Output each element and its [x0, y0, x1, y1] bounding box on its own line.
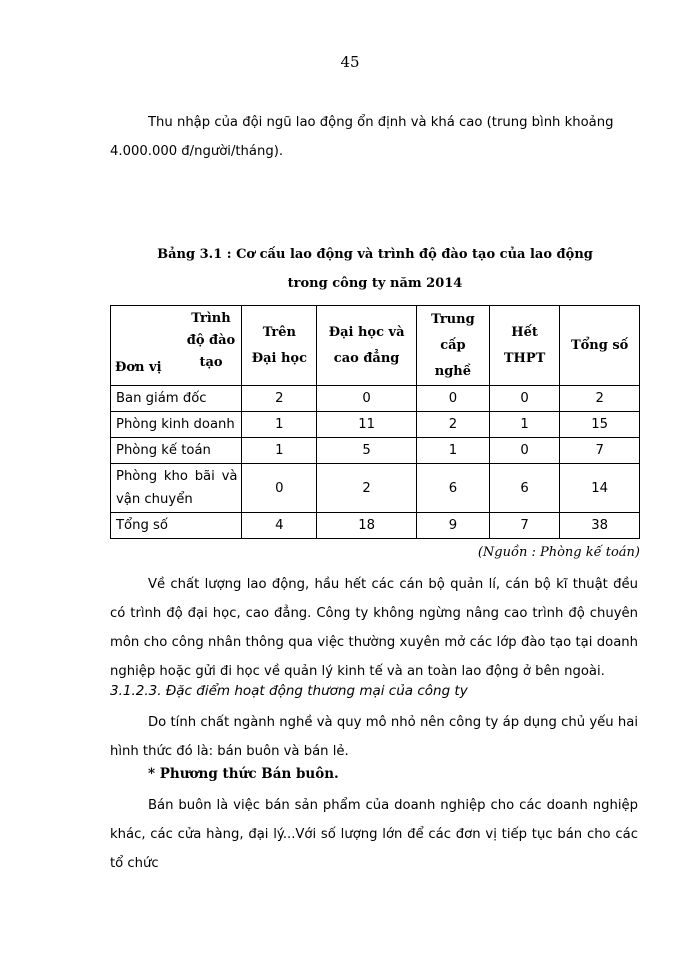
table-cell: 2 [317, 464, 417, 513]
table-cell: 0 [317, 386, 417, 412]
table-cell: 0 [489, 438, 559, 464]
table-cell: 38 [560, 513, 640, 539]
table-source-note: (Nguồn : Phòng kế toán) [477, 545, 640, 560]
table-cell: 7 [560, 438, 640, 464]
wholesale-subheading: * Phương thức Bán buôn. [148, 766, 339, 782]
page-number: 45 [340, 53, 360, 71]
table-cell: 0 [489, 386, 559, 412]
table-cell: 11 [317, 412, 417, 438]
table-cell: 4 [242, 513, 317, 539]
table-cell: 9 [416, 513, 489, 539]
table-cell: 0 [242, 464, 317, 513]
labor-structure-table [110, 305, 640, 539]
table-cell: 0 [416, 386, 489, 412]
row-unit: Phòng kế toán [111, 438, 242, 464]
table-cell: 1 [242, 412, 317, 438]
section-paragraph: Do tính chất ngành nghề và quy mô nhỏ nên công ty áp dụng chủ yếu hai hình thức đó là: bán buôn và bán lẻ. [110, 715, 638, 759]
table-cell: 2 [416, 412, 489, 438]
table-row [111, 386, 640, 412]
corner-header-top: Trình độ đào tạo [186, 311, 236, 370]
table-total-row [111, 513, 640, 539]
table-cell: 18 [317, 513, 417, 539]
intro-line-1: Thu nhập của đội ngũ lao động ổn định và khá cao (trung bình khoảng [148, 115, 614, 130]
table-cell: 1 [416, 438, 489, 464]
table-cell: 1 [242, 438, 317, 464]
quality-paragraph: Về chất lượng lao động, hầu hết các cán bộ quản lí, cán bộ kĩ thuật đều có trình độ đại học, cao đẳng. Công ty không ngừng nâng cao trình độ chuyên môn cho công nhân thông qua việc thường xuyên mở các lớp đào tạo tại doanh nghiệp hoặc gửi đi học về quản lý kinh tế và an toàn lao động ở bên ngoài. [110, 577, 638, 679]
table-cell: 7 [489, 513, 559, 539]
column-header: Hết THPT [489, 306, 559, 386]
column-header: Trên Đại học [242, 306, 317, 386]
table-cell: 2 [242, 386, 317, 412]
table-row [111, 412, 640, 438]
corner-header-cell [111, 306, 242, 386]
column-header: Tổng số [560, 306, 640, 386]
corner-header-bottom: Đơn vị [115, 360, 162, 375]
table-cell: 14 [560, 464, 640, 513]
table-cell: 5 [317, 438, 417, 464]
table-row [111, 464, 640, 513]
table-header-row [111, 306, 640, 386]
section-heading: 3.1.2.3. Đặc điểm hoạt động thương mại của công ty [110, 683, 468, 699]
table-cell: 1 [489, 412, 559, 438]
table-row [111, 438, 640, 464]
table-cell: 6 [416, 464, 489, 513]
row-unit: Ban giám đốc [111, 386, 242, 412]
intro-line-2: 4.000.000 đ/người/tháng). [110, 144, 284, 159]
table-caption-line-1: Bảng 3.1 : Cơ cấu lao động và trình độ đào tạo của lao động [157, 247, 593, 262]
column-header: Trung cấp nghề [416, 306, 489, 386]
row-unit: Phòng kho bãi và vận chuyển [111, 464, 242, 513]
table-cell: 15 [560, 412, 640, 438]
table-cell: 6 [489, 464, 559, 513]
table-cell: 2 [560, 386, 640, 412]
wholesale-paragraph: Bán buôn là việc bán sản phẩm của doanh nghiệp cho các doanh nghiệp khác, các cửa hàng, đại lý...Với số lượng lớn để các đơn vị tiếp tục bán cho các tổ chức [110, 798, 638, 871]
row-unit: Phòng kinh doanh [111, 412, 242, 438]
row-unit: Tổng số [111, 513, 242, 539]
table-caption-line-2: trong công ty năm 2014 [287, 276, 463, 291]
column-header: Đại học và cao đẳng [317, 306, 417, 386]
